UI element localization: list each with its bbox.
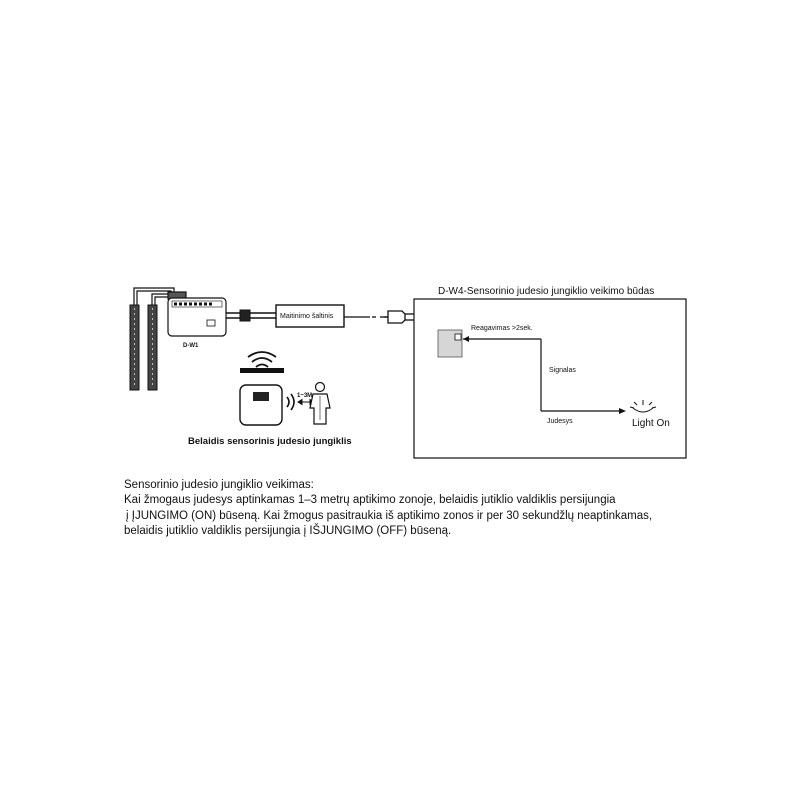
signal-label: Signalas <box>549 367 576 374</box>
device-label: D-W1 <box>183 343 199 349</box>
power-plug-icon <box>384 311 414 323</box>
receiver-bar <box>240 368 284 373</box>
sensor-switch <box>240 385 282 425</box>
sensor-waves-icon <box>287 394 294 410</box>
reaction-label: Reagavimas >2sek. <box>471 325 533 332</box>
arrow-head-left <box>463 336 469 342</box>
wireless-signal-icon <box>248 352 276 367</box>
description-line-1: Kai žmogaus judesys aptinkamas 1–3 metrų aptikimo zonoje, belaidis jutiklio valdiklis persijungia <box>124 494 616 506</box>
led-strip-left <box>130 305 139 390</box>
panel-sensor-icon <box>438 330 462 357</box>
led-strip-right <box>148 305 157 390</box>
sensor-caption: Belaidis sensorinis judesio jungiklis <box>188 436 352 447</box>
arrow-head-right <box>619 408 626 414</box>
controller-d-w1 <box>168 298 226 336</box>
flow-arrows <box>463 339 620 411</box>
panel-title: D-W4-Sensorinio judesio jungiklio veikimo būdas <box>438 286 655 297</box>
light-on-label: Light On <box>632 418 670 429</box>
light-icon <box>630 400 656 412</box>
person-icon <box>310 383 330 425</box>
motion-label: Judesys <box>547 418 573 425</box>
description-heading: Sensorinio judesio jungiklio veikimas: <box>124 479 314 491</box>
description-line-2: į ĮJUNGIMO (ON) būseną. Kai žmogus pasitraukia iš aptikimo zonos ir per 30 sekundžlų neaptinkamas, <box>126 510 653 522</box>
operation-panel <box>414 299 686 458</box>
power-supply-label: Maitinimo šaltinis <box>280 313 334 320</box>
description-line-3: belaidis jutiklio valdiklis persijungia į IŠJUNGIMO (OFF) būseną. <box>124 525 452 537</box>
distance-label: 1~3M <box>297 393 313 399</box>
power-wires <box>226 310 276 321</box>
